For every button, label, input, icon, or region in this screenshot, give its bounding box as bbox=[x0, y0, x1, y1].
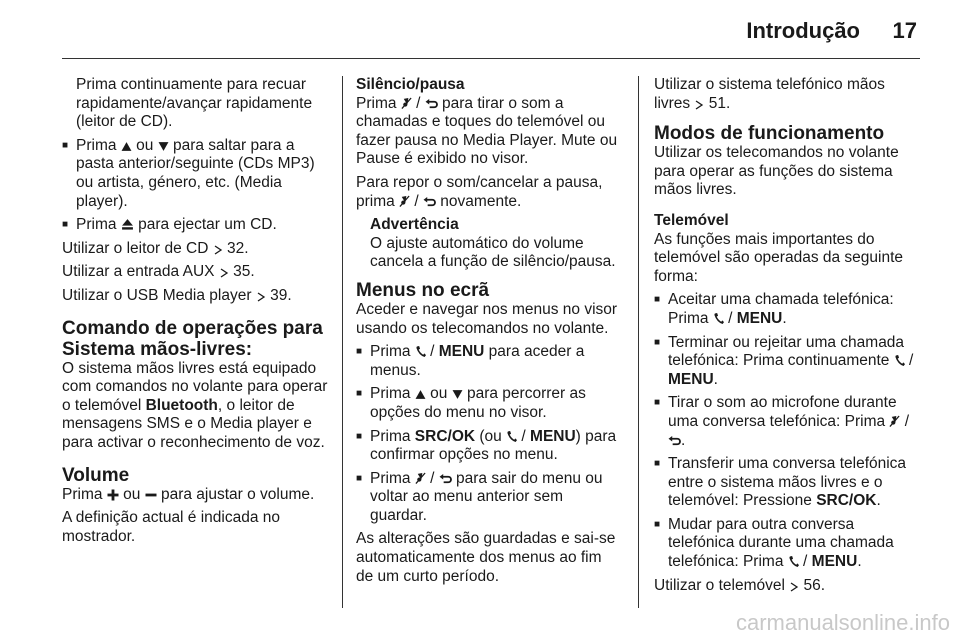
arrow-down-icon bbox=[158, 141, 169, 152]
bullet-icon bbox=[654, 394, 660, 413]
bullet-icon bbox=[356, 385, 362, 404]
list-item-end-call: ■ Terminar ou rejeitar uma chamada telefónica: Prima continuamente / MENU. bbox=[654, 334, 924, 390]
bullet-icon bbox=[356, 470, 362, 489]
eject-icon bbox=[121, 218, 134, 231]
list-item-eject: ■ Prima para ejectar um CD. bbox=[62, 216, 330, 235]
column-3 bbox=[654, 76, 924, 600]
list-item-switch-call: ■ Mudar para outra conversa telefónica durante uma chamada telefónica: Prima / MENU. bbox=[654, 516, 924, 572]
minus-icon bbox=[145, 489, 157, 501]
section-title: Introdução bbox=[746, 18, 860, 43]
phone-icon bbox=[894, 354, 905, 367]
page-ref-icon bbox=[219, 268, 229, 278]
heading-silencio: Silêncio/pausa bbox=[356, 76, 465, 93]
paragraph-volume: Prima ou para ajustar o volume. bbox=[62, 485, 315, 503]
list-item-transfer-call: ■ Transferir uma conversa telefónica entre o sistema mãos livres e o telemóvel: Pressione SRC/OK. bbox=[654, 455, 924, 511]
mute-icon bbox=[415, 472, 426, 485]
bullet-icon bbox=[62, 137, 68, 156]
phone-icon bbox=[415, 345, 426, 358]
bullet-icon bbox=[62, 216, 68, 235]
bullet-icon bbox=[654, 291, 660, 310]
paragraph-unmute: Para repor o som/cancelar a pausa, prima / novamente. bbox=[356, 173, 603, 210]
page-ref-icon bbox=[213, 245, 223, 255]
bullet-icon bbox=[654, 334, 660, 353]
column-2 bbox=[356, 76, 622, 591]
paragraph-menus: Aceder e navegar nos menus no visor usando os telecomandos no volante. bbox=[356, 300, 618, 337]
list-item-menu-exit: ■ Prima / para sair do menu ou voltar ao menu anterior sem guardar. bbox=[356, 470, 622, 526]
ref-telemovel: Utilizar o telemóvel 56. bbox=[654, 576, 826, 594]
list-item-mute-mic: ■ Tirar o som ao microfone durante uma conversa telefónica: Prima / . bbox=[654, 394, 924, 450]
heading-telemovel: Telemóvel bbox=[654, 211, 729, 229]
ref-aux: Utilizar a entrada AUX 35. bbox=[62, 263, 255, 281]
bullet-icon bbox=[356, 428, 362, 447]
page-ref-icon bbox=[256, 292, 266, 302]
phone-icon bbox=[506, 430, 517, 443]
column-1 bbox=[62, 76, 330, 551]
heading-menus: Menus no ecrã bbox=[356, 279, 490, 301]
advertencia-title: Advertência bbox=[370, 216, 459, 234]
ref-cd-player: Utilizar o leitor de CD 32. bbox=[62, 239, 249, 257]
page-number: 17 bbox=[892, 18, 917, 43]
arrow-down-icon bbox=[452, 389, 463, 400]
paragraph-modos: Utilizar os telecomandos no volante para operar as funções do sistema mãos livres. bbox=[654, 144, 899, 199]
list-item-accept-call: ■ Aceitar uma chamada telefónica: Prima / MENU. bbox=[654, 291, 924, 328]
return-icon bbox=[425, 99, 438, 110]
arrow-up-icon bbox=[415, 389, 426, 400]
ref-phone-system: Utilizar o sistema telefónico mãos livres 51. bbox=[654, 76, 885, 112]
page-ref-icon bbox=[789, 582, 799, 592]
list-item-menu-scroll: ■ Prima ou para percorrer as opções do menu no visor. bbox=[356, 385, 622, 422]
arrow-up-icon bbox=[121, 141, 132, 152]
phone-icon bbox=[713, 312, 724, 325]
advertencia-text: O ajuste automático do volume cancela a função de silêncio/pausa. bbox=[370, 234, 616, 271]
column-divider-2 bbox=[638, 76, 639, 608]
page-header bbox=[62, 0, 920, 62]
return-icon bbox=[668, 436, 681, 447]
bullet-icon bbox=[356, 343, 362, 362]
return-icon bbox=[423, 197, 436, 208]
paragraph-volume-display: A definição actual é indicada no mostrador. bbox=[62, 509, 281, 545]
ref-usb: Utilizar o USB Media player 39. bbox=[62, 286, 292, 304]
advertencia-note bbox=[356, 216, 622, 272]
bullet-icon bbox=[654, 516, 660, 535]
header-rule bbox=[62, 58, 920, 59]
return-icon bbox=[439, 474, 452, 485]
watermark: carmanualsonline.info bbox=[735, 610, 950, 635]
paragraph-mute: Prima / para tirar o som a chamadas e toques do telemóvel ou fazer pausa no Media Player. Mute ou Pause é exibido no visor. bbox=[356, 94, 618, 168]
bullet-icon bbox=[654, 455, 660, 474]
paragraph-rewind: Prima continuamente para recuar rapidamente/avançar rapidamente (leitor de CD). bbox=[76, 76, 313, 131]
list-item-menu-confirm: ■ Prima SRC/OK (ou / MENU) para confirmar opções no menu. bbox=[356, 428, 622, 465]
page-ref-icon bbox=[694, 100, 704, 110]
phone-icon bbox=[788, 555, 799, 568]
heading-modos: Modos de funcionamento bbox=[654, 123, 885, 145]
mute-icon bbox=[401, 97, 412, 110]
paragraph-telemovel: As funções mais importantes do telemóvel são operadas da seguinte forma: bbox=[654, 230, 904, 285]
column-divider-1 bbox=[342, 76, 343, 608]
list-item-skip-folder: ■ Prima ou para saltar para a pasta anterior/seguinte (CDs MP3) ou artista, género, etc. (Media player). bbox=[62, 137, 330, 211]
mute-icon bbox=[889, 415, 900, 428]
heading-volume: Volume bbox=[62, 464, 130, 486]
paragraph-handsfree: O sistema mãos livres está equipado com comandos no volante para operar o telemóvel Bluetooth, o leitor de mensagens SMS e o Media player e para activar o reconhecimento de voz. bbox=[62, 359, 328, 451]
mute-icon bbox=[399, 195, 410, 208]
paragraph-menus-saved: As alterações são guardadas e sai-se automaticamente dos menus ao fim de um curto período. bbox=[356, 530, 616, 585]
heading-comando: Comando de operações para Sistema mãos-livres: bbox=[62, 317, 323, 360]
list-item-menu-access: ■ Prima / MENU para aceder a menus. bbox=[356, 343, 622, 380]
plus-icon bbox=[107, 489, 119, 501]
